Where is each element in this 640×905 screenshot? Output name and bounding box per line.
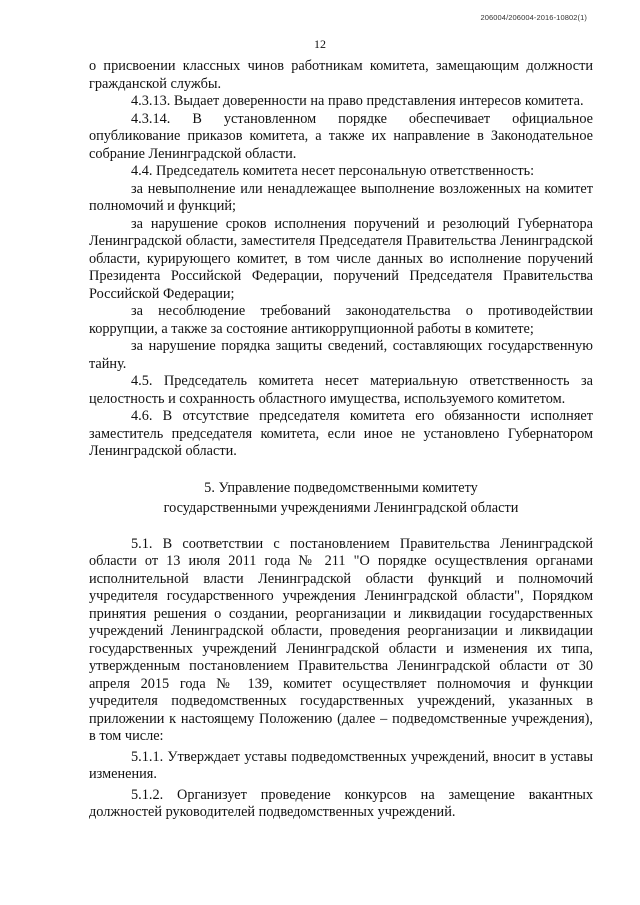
paragraph-4-4-item-2: за нарушение сроков исполнения поручений и резолюций Губернатора Ленинградской области, заместителя Председателя Правительства Ленинградской области, курирующего комитет, в том числе данных во исполнение поручений Президента Российской Федерации, поручений Председателя Правительства Российской Федерации; bbox=[89, 215, 593, 302]
paragraph-5-1-1: 5.1.1. Утверждает уставы подведомственных учреждений, вносит в уставы изменения. bbox=[89, 748, 593, 782]
paragraph-4-5: 4.5. Председатель комитета несет материальную ответственность за целостность и сохранность областного имущества, используемого комитетом. bbox=[89, 373, 593, 407]
section-title-line-1: 5. Управление подведомственными комитету bbox=[204, 479, 478, 496]
document-body bbox=[89, 58, 593, 822]
paragraph-4-3-13: 4.3.13. Выдает доверенности на право представления интересов комитета. bbox=[131, 93, 584, 109]
paragraph-5-1: 5.1. В соответствии с постановлением Правительства Ленинградской области от 13 июля 2011 года № 211 "О порядке осуществления органами исполнительной власти Ленинградской области функций и полномочий учредителя государственного учреждения Ленинградской области", Порядком принятия решения о создании, реорганизации и ликвидации государственных учреждений Ленинградской области, проведения реорганизации и ликвидации государственных учреждений Ленинградской области и изменения их типа, утвержденным постановлением Правительства Ленинградской области от 30 апреля 2015 года № 139, комитет осуществляет полномочия и функции учредителя подведомственных государственных учреждений, указанных в приложении к настоящему Положению (далее – подведомственные учреждения), в том числе: bbox=[89, 535, 593, 744]
paragraph-4-4: 4.4. Председатель комитета несет персональную ответственность: bbox=[131, 163, 535, 179]
section-title-line-2: государственными учреждениями Ленинградской области bbox=[163, 499, 519, 516]
paragraph-continuation: о присвоении классных чинов работникам комитета, замещающим должности гражданской службы. bbox=[89, 58, 593, 92]
paragraph-5-1-2: 5.1.2. Организует проведение конкурсов на замещение вакантных должностей руководителей подведомственных учреждений. bbox=[89, 786, 593, 820]
page-number: 12 bbox=[314, 37, 326, 51]
paragraph-4-4-item-1: за невыполнение или ненадлежащее выполнение возложенных на комитет полномочий и функций; bbox=[89, 180, 593, 214]
paragraph-4-6: 4.6. В отсутствие председателя комитета его обязанности исполняет заместитель председателя комитета, если иное не установлено Губернатором Ленинградской области. bbox=[89, 408, 593, 459]
paragraph-4-3-14: 4.3.14. В установленном порядке обеспечивает официальное опубликование приказов комитета, а также их направление в Законодательное собрание Ленинградской области. bbox=[89, 110, 593, 162]
paragraph-4-4-item-4: за нарушение порядка защиты сведений, составляющих государственную тайну. bbox=[89, 338, 593, 372]
section-5-heading bbox=[89, 478, 593, 518]
document-id: 206004/206004-2016-10802(1) bbox=[480, 13, 587, 22]
paragraph-4-4-item-3: за несоблюдение требований законодательства о противодействии коррупции, а также за состояние антикоррупционной работы в комитете; bbox=[89, 303, 593, 337]
